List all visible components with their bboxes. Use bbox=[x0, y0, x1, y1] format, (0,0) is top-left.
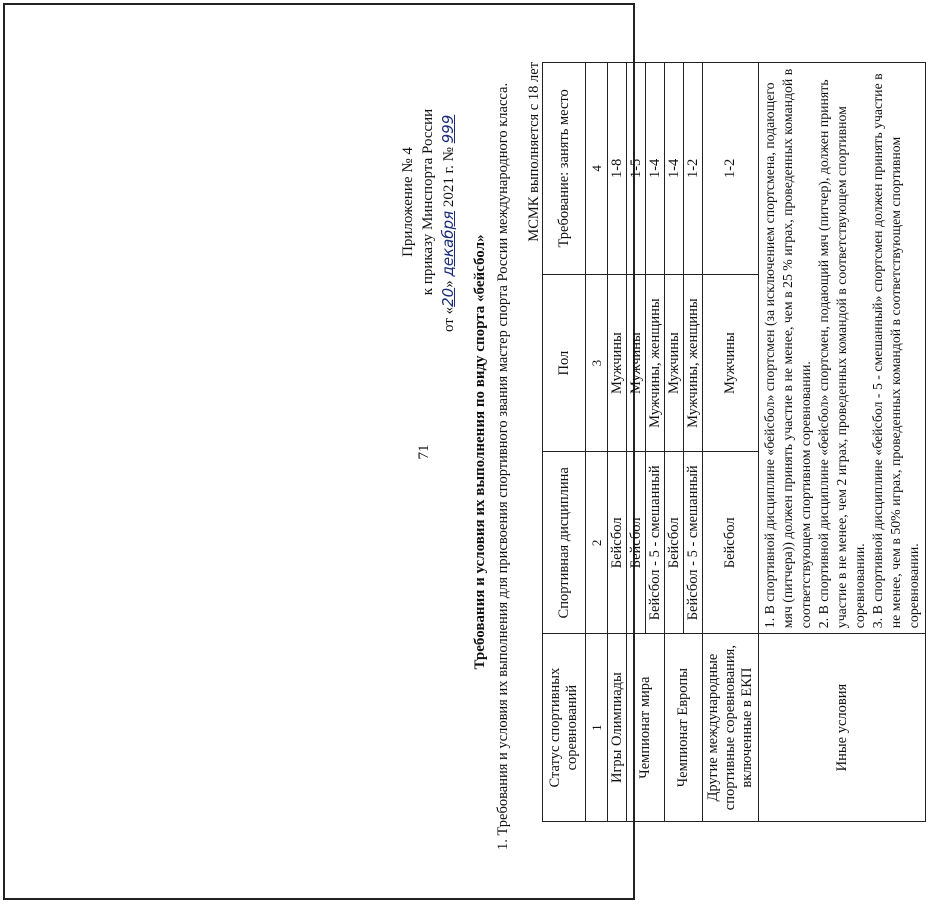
conditions-label: Иные условия bbox=[759, 634, 926, 822]
col-number: 4 bbox=[586, 63, 608, 275]
header-status: Статус спортивных соревнований bbox=[543, 634, 586, 822]
date-prefix: от « bbox=[441, 306, 457, 332]
table-header-row bbox=[543, 63, 586, 822]
condition-item: 1. В спортивной дисциплине «бейсбол» спортсмен (за исключением спортсмена, подающего мяч (питчера)) должен принять участие в не менее, чем в 25 % играх, проведенных командой в соответствующем спортивном соревновании. bbox=[762, 68, 813, 629]
status-cell: Чемпионат Европы bbox=[665, 634, 703, 822]
table-row bbox=[608, 63, 627, 822]
place-cell: 1-4 bbox=[646, 63, 665, 275]
date-mid: » bbox=[441, 280, 457, 288]
condition-item: 3. В спортивной дисциплине «бейсбол - 5 - смешанный» спортсмен должен принять участие в не менее, чем в 50% играх, проведенных командой в соответствующем спортивном соревновании. bbox=[870, 73, 921, 629]
place-cell: 1-2 bbox=[684, 63, 703, 275]
condition-item: 2. В спортивной дисциплине «бейсбол» спортсмен, подающий мяч (питчер), должен принять участие в не менее, чем 2 играх, проведенных командой в соответствующем спортивном соревновании. bbox=[816, 79, 867, 629]
status-cell: Игры Олимпиады bbox=[608, 634, 627, 822]
requirements-table bbox=[542, 62, 926, 822]
appendix-header bbox=[398, 32, 459, 332]
discipline-cell: Бейсбол bbox=[608, 452, 627, 634]
place-cell: 1-5 bbox=[627, 63, 646, 275]
status-cell: Другие международные спортивные соревнования, включенные в ЕКП bbox=[703, 634, 759, 822]
col-number: 1 bbox=[586, 634, 608, 822]
conditions-cell bbox=[759, 63, 926, 634]
rotated-page bbox=[42, 42, 921, 862]
place-cell: 1-4 bbox=[665, 63, 684, 275]
handwritten-month: декабря bbox=[439, 210, 457, 277]
gender-cell: Мужчины, женщины bbox=[684, 274, 703, 452]
page-number: 71 bbox=[416, 444, 432, 460]
gender-cell: Мужчины bbox=[608, 274, 627, 452]
gender-cell: Мужчины bbox=[665, 274, 684, 452]
status-cell: Чемпионат мира bbox=[627, 634, 665, 822]
table-row bbox=[665, 63, 684, 822]
col-number: 2 bbox=[586, 452, 608, 634]
age-note: МСМК выполняется с 18 лет bbox=[526, 62, 542, 242]
date-year: 2021 г. № bbox=[441, 147, 457, 208]
appendix-date bbox=[438, 72, 459, 332]
section-heading: 1. Требования и условия их выполнения для присвоения спортивного звания мастер спорта России международного класса. bbox=[495, 82, 511, 850]
header-discipline: Спортивная дисциплина bbox=[543, 452, 586, 634]
handwritten-day: 20 bbox=[439, 287, 457, 307]
conditions-row bbox=[759, 63, 926, 822]
discipline-cell: Бейсбол bbox=[665, 452, 684, 634]
handwritten-number: 999 bbox=[439, 114, 457, 144]
header-gender: Пол bbox=[543, 274, 586, 452]
document-title: Требования и условия их выполнения по виду спорта «бейсбол» bbox=[472, 234, 488, 670]
discipline-cell: Бейсбол bbox=[703, 452, 759, 634]
table-row bbox=[627, 63, 646, 822]
discipline-cell: Бейсбол - 5 - смешанный bbox=[684, 452, 703, 634]
gender-cell: Мужчины bbox=[703, 274, 759, 452]
gender-cell: Мужчины bbox=[627, 274, 646, 452]
col-number: 3 bbox=[586, 274, 608, 452]
header-place: Требование: занять место bbox=[543, 63, 586, 275]
gender-cell: Мужчины, женщины bbox=[646, 274, 665, 452]
discipline-cell: Бейсбол bbox=[627, 452, 646, 634]
place-cell: 1-8 bbox=[608, 63, 627, 275]
table-number-row bbox=[586, 63, 608, 822]
appendix-order: к приказу Минспорта России bbox=[420, 108, 436, 296]
appendix-title: Приложение № 4 bbox=[400, 147, 416, 257]
place-cell: 1-2 bbox=[703, 63, 759, 275]
discipline-cell: Бейсбол - 5 - смешанный bbox=[646, 452, 665, 634]
table-row bbox=[703, 63, 759, 822]
